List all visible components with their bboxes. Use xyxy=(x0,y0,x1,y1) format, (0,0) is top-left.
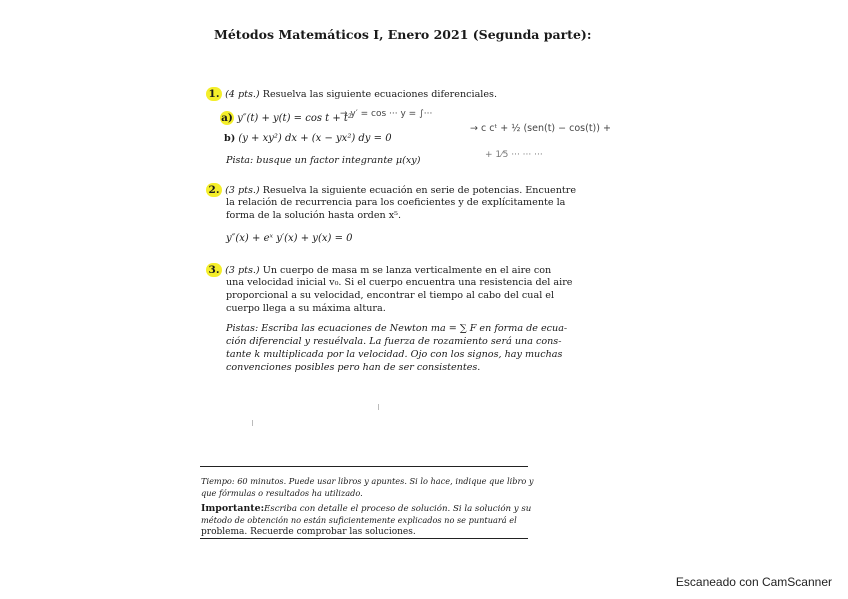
problem-1b xyxy=(224,133,392,145)
handwritten-note-1: → y′ = cos ··· y = ∫··· xyxy=(340,109,433,119)
problem-1a-equation: y″(t) + y(t) = cos t + t² xyxy=(237,113,352,124)
footer-important-line-1 xyxy=(201,503,531,515)
problem-1a-label: a) xyxy=(221,112,233,124)
problem-3-line-1 xyxy=(206,263,551,277)
problem-1a xyxy=(220,111,352,125)
footer-important-text-1: Escriba con detalle el proceso de solución. Si la solución y su xyxy=(264,504,532,514)
problem-2-text-1: Resuelva la siguiente ecuación en serie de potencias. Encuentre xyxy=(262,185,577,196)
problem-3-line-2: una velocidad inicial v₀. Si el cuerpo encuentra una resistencia del aire xyxy=(226,277,573,288)
exam-title: Métodos Matemáticos I, Enero 2021 (Segunda parte): xyxy=(214,27,592,42)
problem-1b-equation: (y + xy²) dx + (x − yx²) dy = 0 xyxy=(238,133,392,144)
problem-1-number: 1. xyxy=(206,87,222,101)
footer-bottom-rule xyxy=(200,538,528,539)
problem-2-line-1 xyxy=(206,183,576,197)
problem-3-number: 3. xyxy=(206,263,222,277)
scan-mark xyxy=(378,404,379,410)
problem-1-intro xyxy=(206,87,497,101)
footer-time-line-2: que fórmulas o resultados ha utilizado. xyxy=(201,488,363,498)
problem-3-text-1: Un cuerpo de masa m se lanza verticalmente en el aire con xyxy=(262,265,552,276)
problem-2-points: (3 pts.) xyxy=(225,185,260,196)
handwritten-note-3: + 1⁄5 ··· ··· ··· xyxy=(485,150,543,160)
camscanner-watermark: Escaneado con CamScanner xyxy=(675,575,832,589)
problem-2-line-2: la relación de recurrencia para los coeficientes y de explícitamente la xyxy=(226,197,566,208)
handwritten-note-2: → c cᵗ + ½ (sen(t) − cos(t)) + xyxy=(470,123,611,134)
footer-time-line-1: Tiempo: 60 minutos. Puede usar libros y apuntes. Si lo hace, indique que libro y xyxy=(201,476,534,486)
footer-important-line-2: método de obtención no están suficientemente explicados no se puntuará el xyxy=(201,515,517,525)
problem-1-hint: Pista: busque un factor integrante μ(xy) xyxy=(226,155,421,166)
problem-3-points: (3 pts.) xyxy=(225,265,260,276)
problem-3-line-4: cuerpo llega a su máxima altura. xyxy=(226,303,386,314)
problem-2-line-3: forma de la solución hasta orden x⁵. xyxy=(226,210,402,221)
problem-3-hint-4: convenciones posibles pero han de ser consistentes. xyxy=(226,362,481,373)
footer-important-label: Importante: xyxy=(201,503,265,514)
problem-1b-label: b) xyxy=(224,133,236,144)
problem-2-number: 2. xyxy=(206,183,222,197)
problem-3-hint-2: ción diferencial y resuélvala. La fuerza de rozamiento será una cons- xyxy=(226,336,562,347)
footer-top-rule xyxy=(200,466,528,467)
problem-3-hint-3: tante k multiplicada por la velocidad. Ojo con los signos, hay muchas xyxy=(226,349,563,360)
scan-mark xyxy=(252,420,253,426)
problem-3-line-3: proporcional a su velocidad, encontrar el tiempo al cabo del cual el xyxy=(226,290,555,301)
problem-1-points: (4 pts.) xyxy=(225,89,260,100)
footer-important-line-3: problema. Recuerde comprobar las soluciones. xyxy=(201,527,416,537)
problem-1-text: Resuelva las siguiente ecuaciones diferenciales. xyxy=(262,89,498,100)
problem-2-equation: y″(x) + eˣ y′(x) + y(x) = 0 xyxy=(226,233,353,244)
problem-3-hint-1: Pistas: Escriba las ecuaciones de Newton ma = ∑ F en forma de ecua- xyxy=(226,323,568,334)
